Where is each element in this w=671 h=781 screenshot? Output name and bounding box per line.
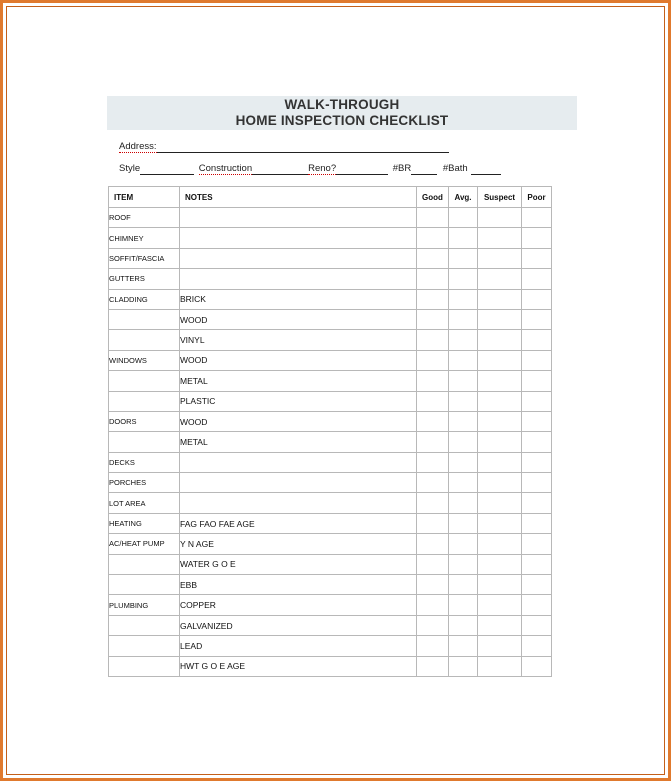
- title-line-1: WALK-THROUGH: [284, 97, 400, 112]
- suspect-cell[interactable]: [478, 228, 522, 248]
- suspect-cell[interactable]: [478, 248, 522, 268]
- address-row: [119, 141, 449, 153]
- good-cell[interactable]: [417, 411, 449, 431]
- poor-cell[interactable]: [522, 554, 552, 574]
- good-cell[interactable]: [417, 656, 449, 676]
- suspect-cell[interactable]: [478, 269, 522, 289]
- header-avg: Avg.: [449, 187, 478, 208]
- table-row: [109, 391, 552, 411]
- table-row: [109, 473, 552, 493]
- table-row: [109, 350, 552, 370]
- good-cell[interactable]: [417, 534, 449, 554]
- avg-cell[interactable]: [449, 411, 478, 431]
- notes-cell[interactable]: METAL: [180, 371, 417, 391]
- avg-cell[interactable]: [449, 350, 478, 370]
- avg-cell[interactable]: [449, 371, 478, 391]
- poor-cell[interactable]: [522, 595, 552, 615]
- poor-cell[interactable]: [522, 330, 552, 350]
- good-cell[interactable]: [417, 595, 449, 615]
- table-row: [109, 534, 552, 554]
- good-cell[interactable]: [417, 513, 449, 533]
- good-cell[interactable]: [417, 473, 449, 493]
- item-cell: [109, 309, 180, 329]
- details-row: [119, 163, 501, 175]
- good-cell[interactable]: [417, 289, 449, 309]
- table-row: [109, 208, 552, 228]
- notes-cell[interactable]: FAG FAO FAE AGE: [180, 513, 417, 533]
- avg-cell[interactable]: [449, 554, 478, 574]
- bath-label: #Bath: [442, 163, 468, 174]
- item-cell: [109, 371, 180, 391]
- avg-cell[interactable]: [449, 228, 478, 248]
- suspect-cell[interactable]: [478, 493, 522, 513]
- notes-cell[interactable]: WOOD: [180, 350, 417, 370]
- notes-cell[interactable]: [180, 248, 417, 268]
- poor-cell[interactable]: [522, 473, 552, 493]
- table-row: [109, 656, 552, 676]
- poor-cell[interactable]: [522, 411, 552, 431]
- poor-cell[interactable]: [522, 228, 552, 248]
- avg-cell[interactable]: [449, 309, 478, 329]
- table-row: [109, 330, 552, 350]
- table-row: [109, 371, 552, 391]
- poor-cell[interactable]: [522, 636, 552, 656]
- suspect-cell[interactable]: [478, 432, 522, 452]
- good-cell[interactable]: [417, 452, 449, 472]
- poor-cell[interactable]: [522, 493, 552, 513]
- reno-field[interactable]: [336, 164, 388, 175]
- item-cell: CLADDING: [109, 289, 180, 309]
- notes-cell[interactable]: [180, 208, 417, 228]
- good-cell[interactable]: [417, 248, 449, 268]
- poor-cell[interactable]: [522, 309, 552, 329]
- header-notes: NOTES: [180, 187, 417, 208]
- table-row: [109, 248, 552, 268]
- poor-cell[interactable]: [522, 269, 552, 289]
- notes-cell[interactable]: [180, 493, 417, 513]
- suspect-cell[interactable]: [478, 534, 522, 554]
- suspect-cell[interactable]: [478, 309, 522, 329]
- good-cell[interactable]: [417, 493, 449, 513]
- header-good: Good: [417, 187, 449, 208]
- table-row: [109, 636, 552, 656]
- suspect-cell[interactable]: [478, 371, 522, 391]
- poor-cell[interactable]: [522, 432, 552, 452]
- avg-cell[interactable]: [449, 289, 478, 309]
- title-line-2: HOME INSPECTION CHECKLIST: [235, 113, 449, 128]
- avg-cell[interactable]: [449, 595, 478, 615]
- item-cell: HEATING: [109, 513, 180, 533]
- suspect-cell[interactable]: [478, 615, 522, 635]
- notes-cell[interactable]: WATER G O E: [180, 554, 417, 574]
- poor-cell[interactable]: [522, 534, 552, 554]
- address-field[interactable]: [157, 142, 449, 153]
- title-band: [107, 96, 577, 130]
- good-cell[interactable]: [417, 554, 449, 574]
- avg-cell[interactable]: [449, 636, 478, 656]
- table-row: [109, 493, 552, 513]
- suspect-cell[interactable]: [478, 636, 522, 656]
- table-row: [109, 289, 552, 309]
- item-cell: ROOF: [109, 208, 180, 228]
- poor-cell[interactable]: [522, 452, 552, 472]
- header-poor: Poor: [522, 187, 552, 208]
- table-row: [109, 309, 552, 329]
- avg-cell[interactable]: [449, 575, 478, 595]
- table-row: [109, 554, 552, 574]
- avg-cell[interactable]: [449, 473, 478, 493]
- item-cell: AC/HEAT PUMP: [109, 534, 180, 554]
- good-cell[interactable]: [417, 208, 449, 228]
- poor-cell[interactable]: [522, 575, 552, 595]
- item-cell: [109, 391, 180, 411]
- notes-cell[interactable]: [180, 269, 417, 289]
- bath-field[interactable]: [471, 164, 501, 175]
- notes-cell[interactable]: VINYL: [180, 330, 417, 350]
- table-row: [109, 575, 552, 595]
- header-suspect: Suspect: [478, 187, 522, 208]
- avg-cell[interactable]: [449, 208, 478, 228]
- good-cell[interactable]: [417, 391, 449, 411]
- avg-cell[interactable]: [449, 513, 478, 533]
- notes-cell[interactable]: GALVANIZED: [180, 615, 417, 635]
- notes-cell[interactable]: LEAD: [180, 636, 417, 656]
- notes-cell[interactable]: METAL: [180, 432, 417, 452]
- avg-cell[interactable]: [449, 615, 478, 635]
- item-cell: CHIMNEY: [109, 228, 180, 248]
- address-label: Address:: [119, 141, 157, 152]
- avg-cell[interactable]: [449, 432, 478, 452]
- suspect-cell[interactable]: [478, 208, 522, 228]
- notes-cell[interactable]: EBB: [180, 575, 417, 595]
- poor-cell[interactable]: [522, 656, 552, 676]
- notes-cell[interactable]: COPPER: [180, 595, 417, 615]
- table-row: [109, 269, 552, 289]
- poor-cell[interactable]: [522, 615, 552, 635]
- good-cell[interactable]: [417, 309, 449, 329]
- item-cell: [109, 330, 180, 350]
- poor-cell[interactable]: [522, 391, 552, 411]
- item-cell: DECKS: [109, 452, 180, 472]
- item-cell: [109, 636, 180, 656]
- suspect-cell[interactable]: [478, 391, 522, 411]
- br-field[interactable]: [411, 164, 437, 175]
- suspect-cell[interactable]: [478, 289, 522, 309]
- suspect-cell[interactable]: [478, 411, 522, 431]
- suspect-cell[interactable]: [478, 595, 522, 615]
- poor-cell[interactable]: [522, 208, 552, 228]
- notes-cell[interactable]: [180, 452, 417, 472]
- good-cell[interactable]: [417, 575, 449, 595]
- notes-cell[interactable]: HWT G O E AGE: [180, 656, 417, 676]
- suspect-cell[interactable]: [478, 575, 522, 595]
- suspect-cell[interactable]: [478, 330, 522, 350]
- item-cell: WINDOWS: [109, 350, 180, 370]
- item-cell: PLUMBING: [109, 595, 180, 615]
- suspect-cell[interactable]: [478, 473, 522, 493]
- header-item: ITEM: [109, 187, 180, 208]
- good-cell[interactable]: [417, 636, 449, 656]
- table-header-row: [109, 187, 552, 208]
- good-cell[interactable]: [417, 615, 449, 635]
- good-cell[interactable]: [417, 371, 449, 391]
- inspection-table: [108, 186, 552, 677]
- poor-cell[interactable]: [522, 371, 552, 391]
- avg-cell[interactable]: [449, 656, 478, 676]
- suspect-cell[interactable]: [478, 350, 522, 370]
- item-cell: [109, 432, 180, 452]
- avg-cell[interactable]: [449, 534, 478, 554]
- poor-cell[interactable]: [522, 248, 552, 268]
- item-cell: LOT AREA: [109, 493, 180, 513]
- table-row: [109, 595, 552, 615]
- suspect-cell[interactable]: [478, 452, 522, 472]
- notes-cell[interactable]: [180, 228, 417, 248]
- avg-cell[interactable]: [449, 452, 478, 472]
- table-row: [109, 513, 552, 533]
- style-label: Style: [119, 163, 141, 174]
- table-row: [109, 615, 552, 635]
- suspect-cell[interactable]: [478, 554, 522, 574]
- suspect-cell[interactable]: [478, 656, 522, 676]
- poor-cell[interactable]: [522, 289, 552, 309]
- notes-cell[interactable]: WOOD: [180, 309, 417, 329]
- good-cell[interactable]: [417, 269, 449, 289]
- item-cell: GUTTERS: [109, 269, 180, 289]
- suspect-cell[interactable]: [478, 513, 522, 533]
- item-cell: [109, 615, 180, 635]
- item-cell: [109, 656, 180, 676]
- reno-label: Reno?: [308, 163, 337, 174]
- good-cell[interactable]: [417, 350, 449, 370]
- avg-cell[interactable]: [449, 493, 478, 513]
- table-row: [109, 411, 552, 431]
- avg-cell[interactable]: [449, 269, 478, 289]
- br-label: #BR: [392, 163, 412, 174]
- notes-cell[interactable]: Y N AGE: [180, 534, 417, 554]
- poor-cell[interactable]: [522, 350, 552, 370]
- notes-cell[interactable]: PLASTIC: [180, 391, 417, 411]
- item-cell: [109, 575, 180, 595]
- table-row: [109, 228, 552, 248]
- table-row: [109, 452, 552, 472]
- construction-label: Construction: [198, 163, 253, 174]
- good-cell[interactable]: [417, 228, 449, 248]
- avg-cell[interactable]: [449, 248, 478, 268]
- avg-cell[interactable]: [449, 330, 478, 350]
- style-field[interactable]: [140, 164, 194, 175]
- item-cell: PORCHES: [109, 473, 180, 493]
- construction-field[interactable]: [252, 164, 308, 175]
- poor-cell[interactable]: [522, 513, 552, 533]
- item-cell: SOFFIT/FASCIA: [109, 248, 180, 268]
- item-cell: DOORS: [109, 411, 180, 431]
- avg-cell[interactable]: [449, 391, 478, 411]
- notes-cell[interactable]: [180, 473, 417, 493]
- good-cell[interactable]: [417, 330, 449, 350]
- notes-cell[interactable]: BRICK: [180, 289, 417, 309]
- item-cell: [109, 554, 180, 574]
- good-cell[interactable]: [417, 432, 449, 452]
- notes-cell[interactable]: WOOD: [180, 411, 417, 431]
- table-row: [109, 432, 552, 452]
